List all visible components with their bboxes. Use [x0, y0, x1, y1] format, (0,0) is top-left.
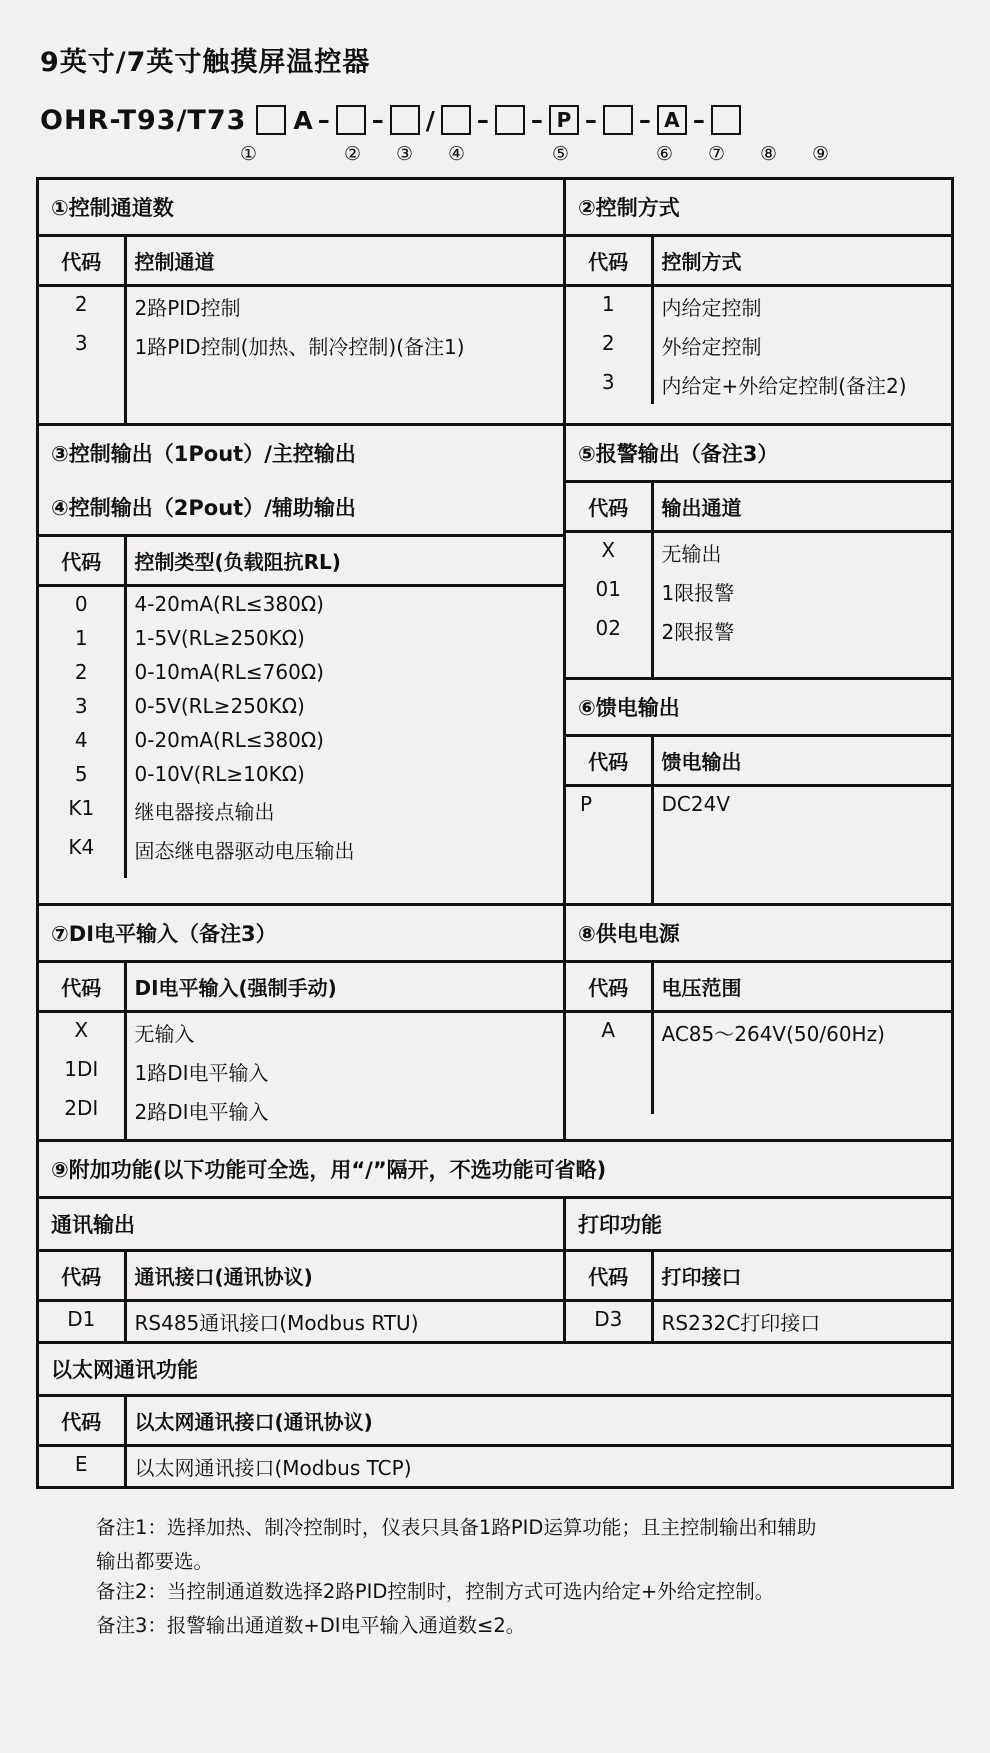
model-box-4[interactable]: [441, 105, 471, 135]
cell-desc: 固态继电器驱动电压输出: [134, 839, 355, 863]
cell-desc: 内给定控制: [661, 296, 762, 320]
col-code: 代码: [566, 737, 652, 786]
table-header-row: [39, 963, 563, 1012]
model-box-6-P[interactable]: P: [549, 105, 579, 135]
cell-code: 02: [566, 611, 652, 650]
cell-desc: 外给定控制: [661, 335, 762, 359]
marker-9: ⑨: [812, 143, 830, 165]
filler-code: [566, 1052, 652, 1114]
note-1-text: 选择加热、制冷控制时，仪表只具备1路PID运算功能；且主控制输出和辅助: [166, 1515, 817, 1539]
row-section-34-56: [39, 423, 951, 903]
section-6-header: ⑥馈电输出: [566, 680, 951, 737]
comm-title: 通讯输出: [39, 1199, 563, 1252]
print-title: 打印功能: [566, 1199, 951, 1252]
model-box-2[interactable]: [336, 105, 366, 135]
cell-desc: RS485通讯接口(Modbus RTU): [134, 1310, 419, 1335]
section-1: [39, 180, 566, 423]
model-dash-3: –: [476, 106, 489, 134]
cell-code: 0: [39, 586, 125, 622]
cell-code: 2: [566, 326, 652, 365]
cell-desc: 1限报警: [661, 581, 735, 605]
col-code: 代码: [39, 963, 125, 1012]
section-34-table: [39, 537, 563, 878]
filler-code: [566, 821, 652, 903]
section-7: [39, 906, 566, 1139]
cell-code: K4: [39, 830, 125, 878]
section-5-6: [566, 426, 951, 903]
note-3-label: 备注3：: [96, 1614, 167, 1638]
marker-2: ②: [344, 143, 362, 165]
cell-desc: 0-5V(RL≥250KΩ): [134, 694, 305, 718]
section-2: [566, 180, 951, 423]
table-row: [566, 365, 951, 404]
cell-desc: AC85～264V(50/60Hz): [661, 1021, 885, 1046]
cell-code: 3: [39, 326, 125, 365]
table-header-row: [566, 963, 951, 1012]
cell-code: A: [566, 1011, 652, 1052]
cell-code: X: [566, 532, 652, 573]
table-header-row: [39, 537, 563, 586]
cell-desc: 4-20mA(RL≤380Ω): [134, 592, 324, 616]
cell-desc: 内给定+外给定控制(备注2): [661, 374, 907, 398]
cell-code: 2DI: [39, 1091, 125, 1139]
table-row: [39, 1445, 951, 1486]
note-2: [96, 1577, 944, 1607]
cell-code: 1: [566, 286, 652, 327]
model-dash-5: –: [584, 106, 597, 134]
cell-desc: 2路DI电平输入: [134, 1099, 269, 1124]
table-row: [39, 586, 563, 622]
cell-desc: 0-10mA(RL≤760Ω): [134, 660, 324, 684]
row-section-7-8: [39, 903, 951, 1139]
col-desc: 控制方式: [652, 237, 951, 286]
spec-table: [36, 177, 954, 1489]
section-3-header: ③控制输出（1Pout）/主控输出: [51, 442, 356, 466]
table-row: [39, 757, 563, 791]
section-9-print: [566, 1199, 951, 1341]
row-section-1-2: [39, 180, 951, 423]
model-box-1[interactable]: [256, 105, 286, 135]
cell-desc: 1-5V(RL≥250KΩ): [134, 626, 305, 650]
cell-desc: 0-20mA(RL≤380Ω): [134, 728, 324, 752]
marker-3: ③: [396, 143, 414, 165]
marker-5: ⑤: [552, 143, 570, 165]
col-desc: 电压范围: [652, 963, 951, 1012]
cell-desc: 0-10V(RL≥10KΩ): [134, 762, 305, 786]
table-row: [39, 655, 563, 689]
col-code: 代码: [39, 1252, 125, 1301]
cell-desc: 继电器接点输出: [134, 800, 275, 824]
section-9-ethernet: [39, 1341, 951, 1486]
col-code: 代码: [39, 537, 125, 586]
cell-code: P: [566, 785, 652, 821]
table-row: [566, 1300, 951, 1341]
model-box-8-A[interactable]: A: [657, 105, 687, 135]
col-code: 代码: [566, 237, 652, 286]
notes-block: [96, 1513, 944, 1642]
note-1-continued: 输出都要选。: [96, 1549, 214, 1573]
table-row: [39, 1052, 563, 1091]
section-8-table: [566, 963, 951, 1114]
model-dash-2: –: [371, 106, 384, 134]
cell-code: D1: [39, 1300, 125, 1341]
marker-1: ①: [240, 143, 258, 165]
table-row: [39, 621, 563, 655]
cell-code: 3: [39, 689, 125, 723]
comm-table: [39, 1252, 563, 1341]
table-row: [39, 1011, 563, 1052]
cell-desc: 无输出: [661, 542, 722, 566]
col-code: 代码: [566, 963, 652, 1012]
note-3-text: 报警输出通道数+DI电平输入通道数≤2。: [166, 1614, 526, 1638]
col-code: 代码: [566, 1252, 652, 1301]
filler-desc: [652, 821, 951, 903]
ethernet-table: [39, 1397, 951, 1486]
cell-code: E: [39, 1445, 125, 1486]
marker-7: ⑦: [708, 143, 726, 165]
model-dash-1: –: [317, 106, 330, 134]
model-dash-6: –: [638, 106, 651, 134]
table-row-filler: [39, 365, 563, 423]
section-2-table: [566, 237, 951, 404]
cell-code: D3: [566, 1300, 652, 1341]
section-5-header: ⑤报警输出（备注3）: [566, 426, 951, 483]
page-title: 9英寸/7英寸触摸屏温控器: [40, 47, 371, 78]
table-row: [566, 785, 951, 821]
col-desc: 控制通道: [125, 237, 563, 286]
table-row: [39, 1091, 563, 1139]
table-row: [566, 326, 951, 365]
note-2-label: 备注2：: [96, 1579, 167, 1603]
cell-desc: DC24V: [661, 791, 730, 816]
table-header-row: [566, 483, 951, 532]
section-7-header: ⑦DI电平输入（备注3）: [39, 906, 563, 963]
cell-code: K1: [39, 791, 125, 830]
section-9-row-1: [39, 1199, 951, 1341]
table-row: [566, 611, 951, 650]
col-code: 代码: [39, 237, 125, 286]
cell-desc: 1路DI电平输入: [134, 1060, 269, 1085]
table-header-row: [39, 1397, 951, 1446]
table-row: [566, 286, 951, 327]
model-box-3[interactable]: [390, 105, 420, 135]
cell-code: 1: [39, 621, 125, 655]
model-dash-7: –: [692, 106, 705, 134]
table-row: [566, 532, 951, 573]
marker-8: ⑧: [760, 143, 778, 165]
cell-desc: RS232C打印接口: [661, 1310, 821, 1335]
section-6-table: [566, 737, 951, 903]
marker-4: ④: [448, 143, 466, 165]
cell-code: 1DI: [39, 1052, 125, 1091]
section-4-header: ④控制输出（2Pout）/辅助输出: [39, 480, 563, 537]
section-9-comm: [39, 1199, 566, 1341]
model-prefix: OHR-T93/T73: [40, 104, 247, 136]
section-5-table: [566, 483, 951, 680]
note-3: [96, 1611, 944, 1641]
cell-code: 2: [39, 655, 125, 689]
col-desc: DI电平输入(强制手动): [125, 963, 563, 1012]
section-1-header: ①控制通道数: [39, 180, 563, 237]
cell-desc: 2路PID控制: [134, 296, 241, 320]
col-desc: 以太网通讯接口(通讯协议): [125, 1397, 951, 1446]
col-desc: 输出通道: [652, 483, 951, 532]
table-row: [39, 830, 563, 878]
table-row: [566, 572, 951, 611]
cell-code: X: [39, 1011, 125, 1052]
cell-code: 3: [566, 365, 652, 404]
cell-desc: 2限报警: [661, 620, 735, 644]
col-desc: 馈电输出: [652, 737, 951, 786]
cell-desc: 1路PID控制(加热、制冷控制)(备注1): [134, 335, 465, 359]
col-code: 代码: [566, 483, 652, 532]
table-row: [39, 1300, 563, 1341]
section-3-4: [39, 426, 566, 903]
model-slash: /: [425, 105, 435, 135]
table-row-filler: [566, 1052, 951, 1114]
table-row: [39, 689, 563, 723]
note-1-label: 备注1：: [96, 1515, 167, 1539]
cell-code: 01: [566, 572, 652, 611]
cell-desc: 无输入: [134, 1021, 195, 1046]
cell-code: 2: [39, 286, 125, 327]
table-row-filler: [566, 821, 951, 903]
print-table: [566, 1252, 951, 1341]
table-header-row: [39, 237, 563, 286]
table-header-row: [566, 237, 951, 286]
section-2-header: ②控制方式: [566, 180, 951, 237]
table-row: [566, 1011, 951, 1052]
cell-code: 4: [39, 723, 125, 757]
table-row: [39, 791, 563, 830]
model-box-7[interactable]: [603, 105, 633, 135]
col-desc: 控制类型(负载阻抗RL): [125, 537, 563, 586]
table-row: [39, 326, 563, 365]
model-char-A: A: [293, 105, 313, 135]
section-1-table: [39, 237, 563, 423]
table-row: [39, 286, 563, 327]
col-desc: 通讯接口(通讯协议): [125, 1252, 563, 1301]
marker-6: ⑥: [656, 143, 674, 165]
section-8-header: ⑧供电电源: [566, 906, 951, 963]
table-header-row: [566, 737, 951, 786]
ethernet-title: 以太网通讯功能: [39, 1344, 951, 1397]
col-desc: 打印接口: [652, 1252, 951, 1301]
model-box-5[interactable]: [495, 105, 525, 135]
model-markers: [40, 143, 954, 171]
filler-code: [566, 650, 652, 678]
section-8: [566, 906, 951, 1139]
note-1: [96, 1513, 944, 1543]
filler-desc: [652, 1052, 951, 1114]
model-box-9[interactable]: [711, 105, 741, 135]
table-header-row: [566, 1252, 951, 1301]
cell-desc: 以太网通讯接口(Modbus TCP): [134, 1455, 412, 1480]
section-7-table: [39, 963, 563, 1139]
section-9-header: ⑨附加功能(以下功能可全选，用“/”隔开，不选功能可省略): [39, 1139, 951, 1199]
filler-desc: [652, 650, 951, 678]
filler-desc: [125, 365, 563, 423]
note-2-text: 当控制通道数选择2路PID控制时，控制方式可选内给定+外给定控制。: [166, 1579, 775, 1603]
model-dash-4: –: [530, 106, 543, 134]
model-code-line: [40, 97, 954, 143]
cell-code: 5: [39, 757, 125, 791]
table-row-filler: [566, 650, 951, 678]
filler-code: [39, 365, 125, 423]
table-row: [39, 723, 563, 757]
col-code: 代码: [39, 1397, 125, 1446]
table-header-row: [39, 1252, 563, 1301]
